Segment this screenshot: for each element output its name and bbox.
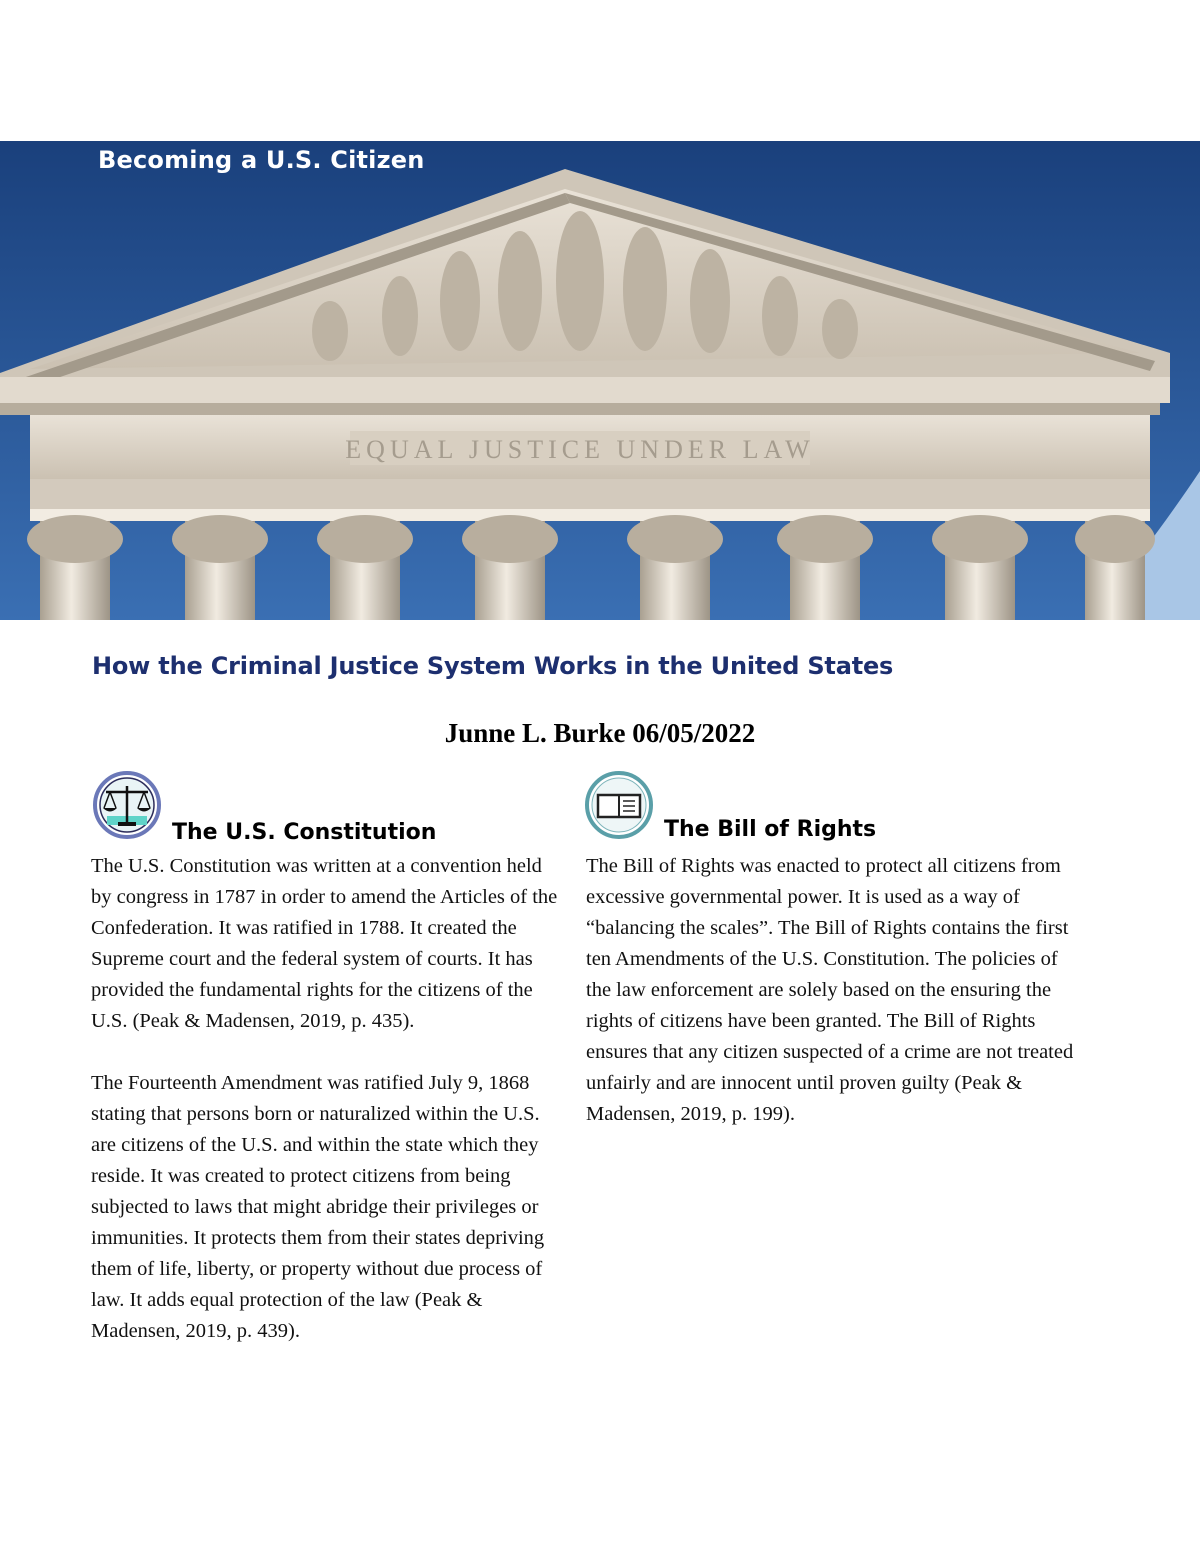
author-date: Junne L. Burke 06/05/2022 [444, 718, 756, 748]
inscription-text: EQUAL JUSTICE UNDER LAW [345, 435, 815, 464]
header-banner [0, 141, 1200, 620]
scales-of-justice-icon [92, 770, 162, 845]
bill-of-rights-paragraph: The Bill of Rights was enacted to protect all citizens from excessive governmental power. It is used as a way of “balancing the scales”. The Bill of Rights contains the first ten Amendments of the U.S. Constitution. The policies of the law enforcement are solely based on the ensuring the rights of citizens have been granted. The Bill of Rights ensures that any citizen suspected of a crime are not treated unfairly and are innocent until proven guilty (Peak & Madensen, 2019, p. 199). [586, 855, 1074, 1125]
book-icon [584, 770, 654, 845]
constitution-paragraph: The U.S. Constitution was written at a convention held by congress in 1787 in order to amend the Articles of the Confederation. It was ratified in 1788. It created the Supreme court and the federal system of courts. It has provided the fundamental rights for the citizens of the U.S. (Peak & Madensen, 2019, p. 435). [91, 855, 558, 1032]
bill-of-rights-body [586, 851, 1084, 1130]
fourteenth-amendment-paragraph: The Fourteenth Amendment was ratified July 9, 1868 stating that persons born or naturalized within the U.S. are citizens of the U.S. and within the state which they reside. It was created to protect citizens from being subjected to laws that might abridge their privileges or immunities. It protects them from their states depriving them of life, liberty, or property without due process of law. It adds equal protection of the law (Peak & Madensen, 2019, p. 439). [91, 1072, 545, 1342]
constitution-body [91, 851, 566, 1347]
section-heading-constitution: The U.S. Constitution [172, 820, 437, 845]
supreme-court-image [0, 141, 1200, 620]
section-heading-bill-of-rights: The Bill of Rights [664, 817, 877, 842]
banner-title: Becoming a U.S. Citizen [98, 146, 425, 174]
page-title: How the Criminal Justice System Works in the United States [92, 652, 894, 680]
